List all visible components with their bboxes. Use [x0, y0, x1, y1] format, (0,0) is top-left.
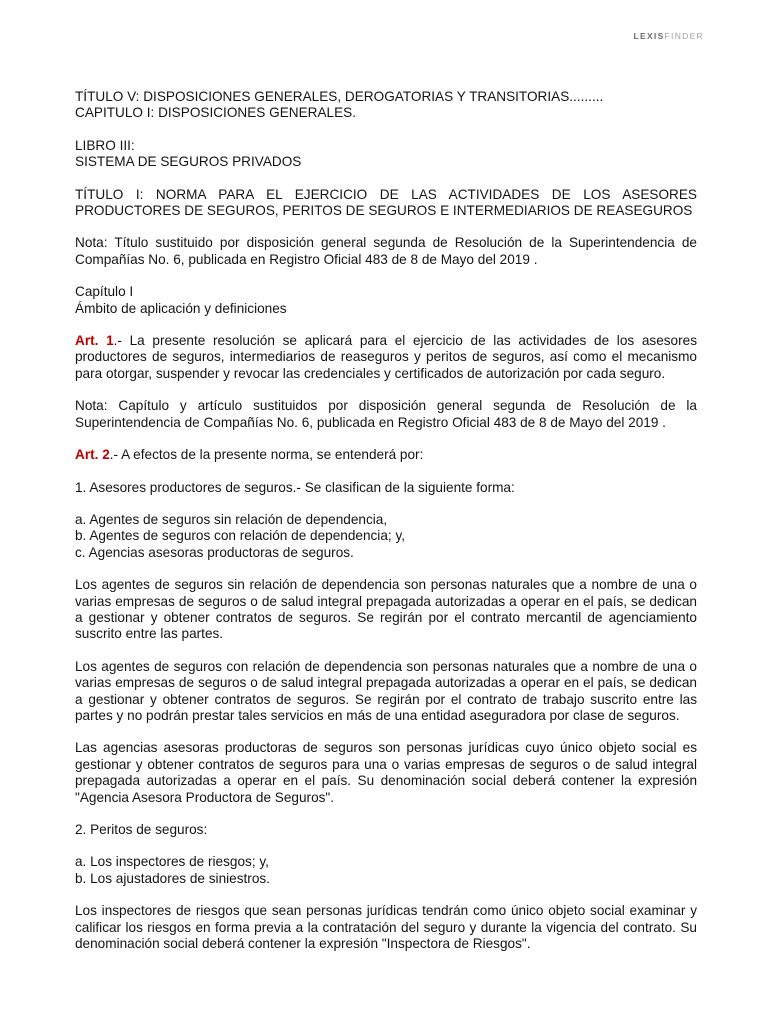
- paragraph-inspectores: Los inspectores de riesgos que sean personas jurídicas tendrán como único objeto social examinar y calificar los riesgos en forma previa a la contratación del seguro y durante la vigencia del contrato. Su denominación social deberá contener la expresión "Inspectora de Riesgos".: [75, 903, 697, 952]
- titulo-v-heading: TÍTULO V: DISPOSICIONES GENERALES, DEROGATORIAS Y TRANSITORIAS.........: [75, 89, 604, 104]
- titulo-i-heading: TÍTULO I: NORMA PARA EL EJERCICIO DE LAS ACTIVIDADES DE LOS ASESORES PRODUCTORES DE SEGUROS, PERITOS DE SEGUROS E INTERMEDIARIOS DE REASEGUROS: [75, 186, 697, 219]
- nota-capitulo: Nota: Capítulo y artículo sustituidos por disposición general segunda de Resolución de la Superintendencia de Compañías No. 6, publicada en Registro Oficial 483 de 8 de Mayo del 2019 .: [75, 398, 697, 430]
- item-2-list: [75, 854, 697, 887]
- ambito-label: Ámbito de aplicación y definiciones: [75, 300, 287, 316]
- chapter-heading: [75, 284, 697, 317]
- heading-block-2: [75, 138, 697, 171]
- article-1-text: .- La presente resolución se aplicará para el ejercicio de las actividades de los asesores productores de seguros, intermediarios de reaseguros y peritos de seguros, así como el mecanismo para otorgar, suspender y revocar las credenciales y certificados de autorización por cada seguro.: [75, 333, 698, 381]
- item-1-list: [75, 512, 697, 561]
- list-item: a. Agentes de seguros sin relación de dependencia,: [75, 511, 388, 527]
- sistema-heading: SISTEMA DE SEGUROS PRIVADOS: [75, 154, 302, 170]
- libro-heading: LIBRO III:: [75, 137, 135, 153]
- lexisfinder-logo: [633, 31, 704, 41]
- item-1-heading: 1. Asesores productores de seguros.- Se clasifican de la siguiente forma:: [75, 479, 515, 495]
- paragraph-agencias: Las agencias asesoras productoras de seguros son personas jurídicas cuyo único objeto social es gestionar y obtener contratos de seguros para una o varias empresas de seguros o de salud integral prepagada autorizadas a operar en el país. Su denominación social deberá contener la expresión "Agencia Asesora Productora de Seguros".: [75, 740, 697, 805]
- list-item: b. Los ajustadores de siniestros.: [75, 870, 270, 886]
- document-body: [75, 89, 697, 968]
- article-2-label: Art. 2: [75, 447, 110, 463]
- nota-titulo: Nota: Título sustituido por disposición general segunda de Resolución de la Superintendencia de Compañías No. 6, publicada en Registro Oficial 483 de 8 de Mayo del 2019 .: [75, 235, 697, 267]
- list-item: a. Los inspectores de riesgos; y,: [75, 854, 269, 870]
- logo-part-lexis: LEXIS: [633, 31, 665, 41]
- list-item: c. Agencias asesoras productoras de seguros.: [75, 544, 354, 560]
- paragraph-sin-relacion: Los agentes de seguros sin relación de dependencia son personas naturales que a nombre de una o varias empresas de seguros o de salud integral prepagada autorizadas a operar en el país, se dedican a gestionar y obtener contratos de seguros. Se regirán por el contrato mercantil de agenciamiento suscrito entre las partes.: [75, 577, 697, 642]
- article-2-text: .- A efectos de la presente norma, se entenderá por:: [109, 447, 424, 463]
- heading-block-1: [75, 89, 697, 122]
- capitulo-label: Capítulo I: [75, 284, 134, 300]
- article-1: [75, 333, 697, 382]
- list-item: b. Agentes de seguros con relación de dependencia; y,: [75, 528, 406, 544]
- article-1-label: Art. 1: [75, 333, 114, 349]
- item-2-heading: 2. Peritos de seguros:: [75, 822, 208, 837]
- capitulo-i-heading: CAPITULO I: DISPOSICIONES GENERALES.: [75, 105, 357, 121]
- article-2: [75, 447, 697, 463]
- logo-part-finder: FINDER: [664, 31, 704, 41]
- paragraph-con-relacion: Los agentes de seguros con relación de dependencia son personas naturales que a nombre de una o varias empresas de seguros o de salud integral prepagada autorizadas a operar en el país, se dedican a gestionar y obtener contratos de seguros. Se regirán por el contrato de trabajo suscrito entre las partes y no podrán prestar tales servicios en más de una entidad aseguradora por clase de seguros.: [75, 658, 697, 723]
